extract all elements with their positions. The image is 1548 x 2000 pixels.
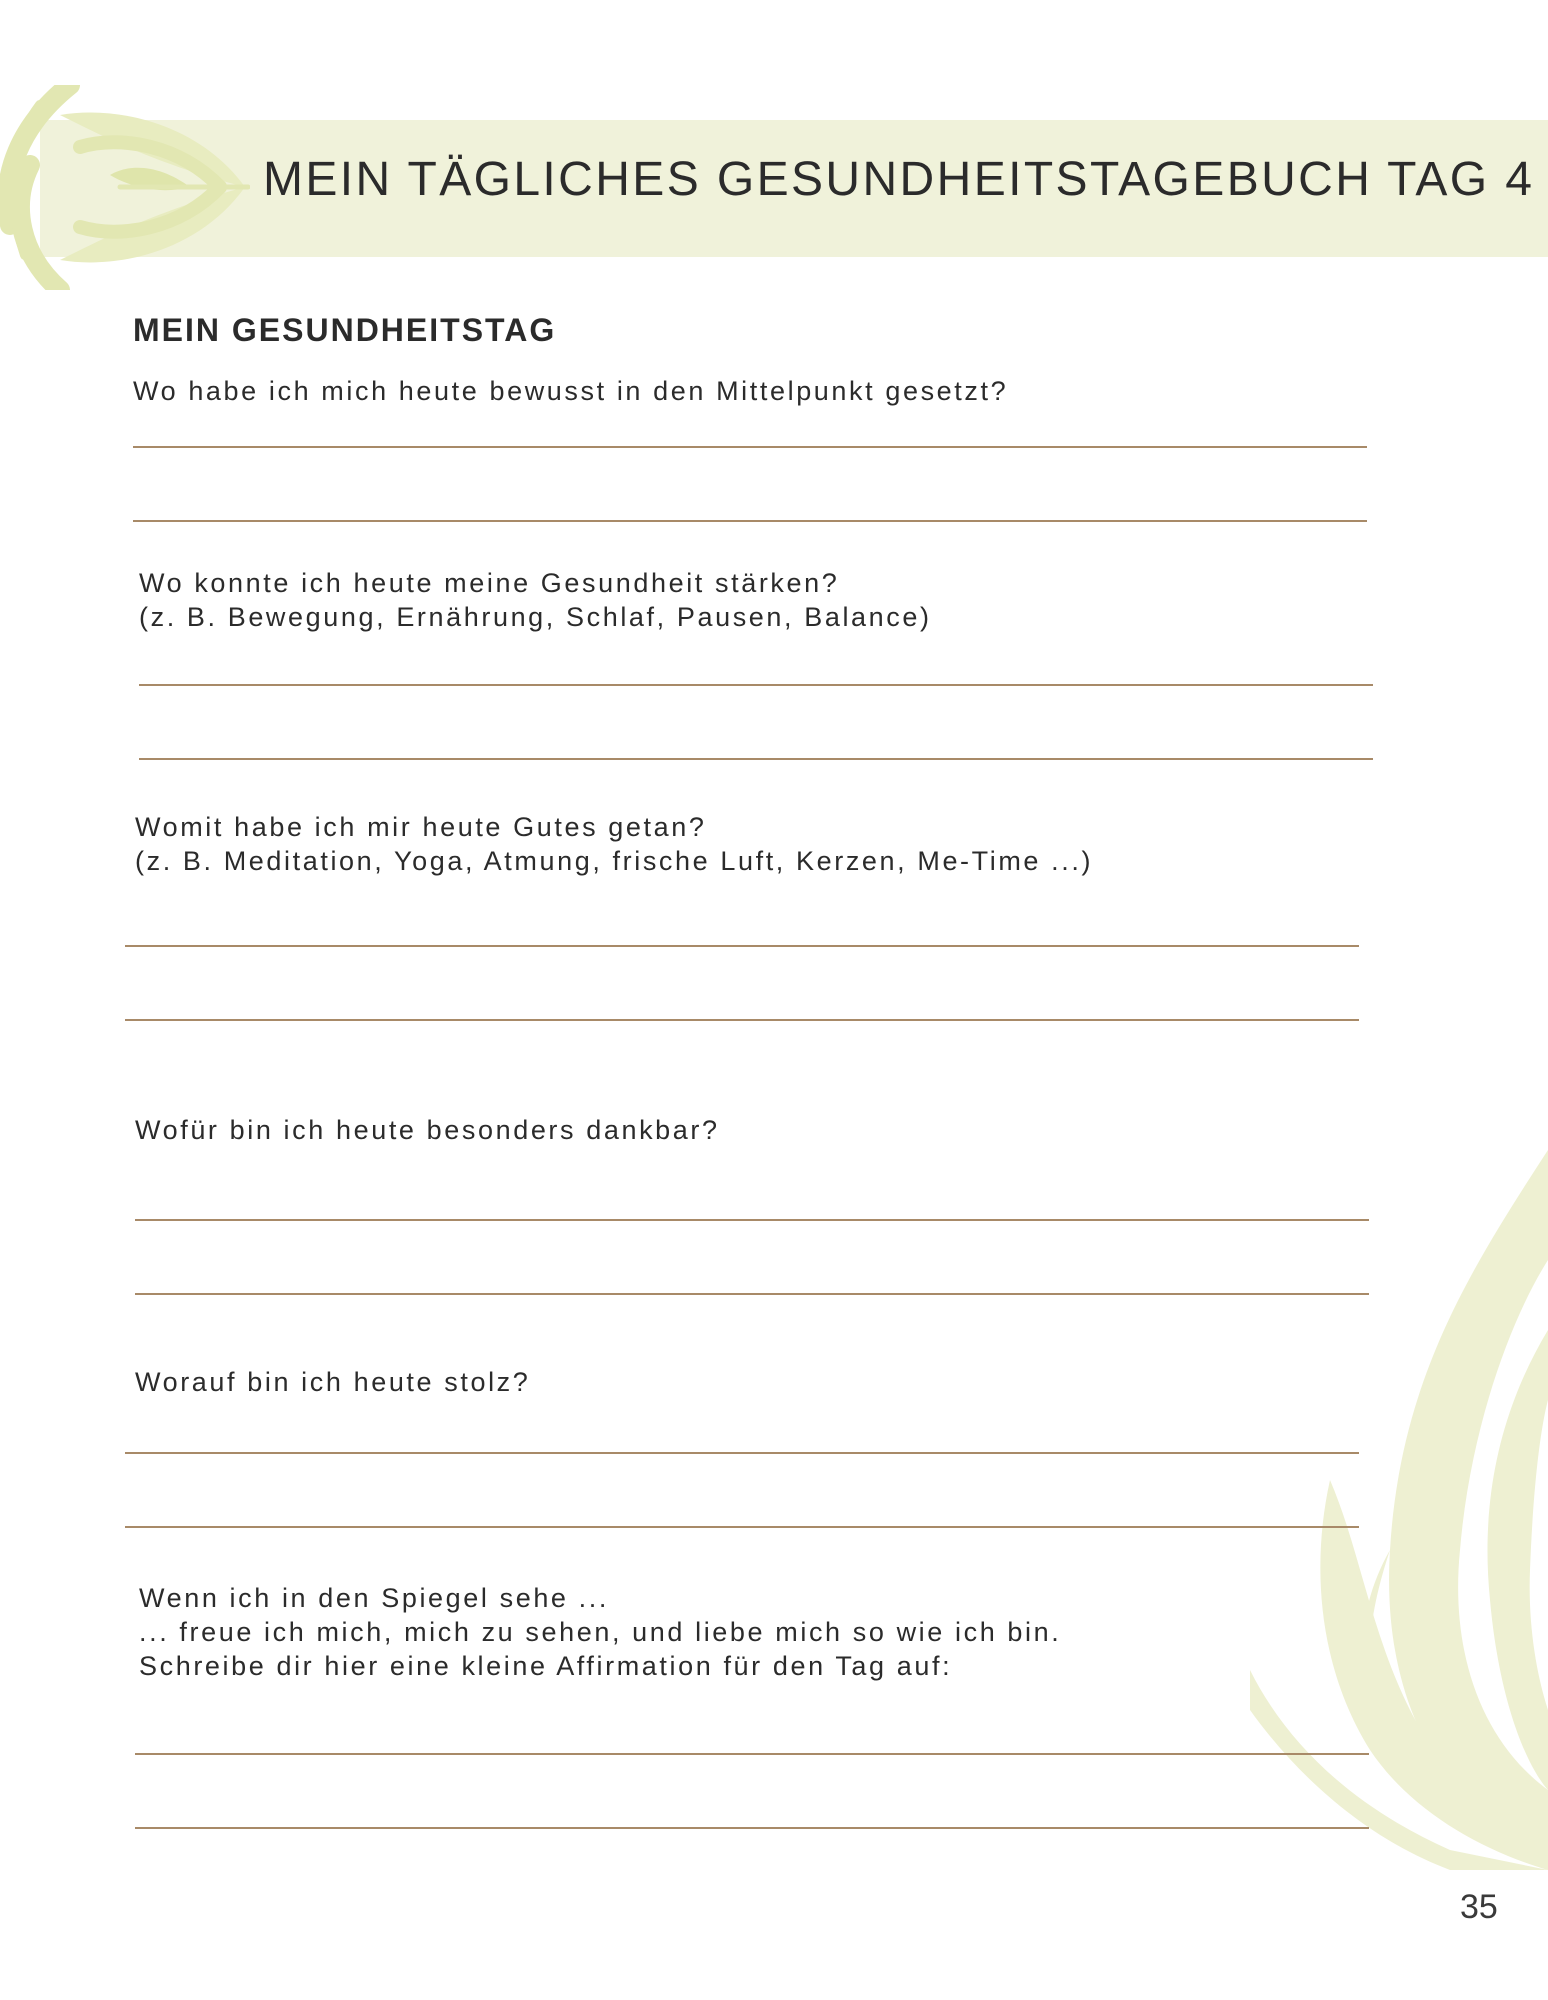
- answer-line[interactable]: [135, 1293, 1369, 1295]
- answer-line[interactable]: [125, 1526, 1359, 1528]
- prompt-hint: (z. B. Bewegung, Ernährung, Schlaf, Pausen, Balance): [139, 602, 932, 632]
- answer-line[interactable]: [125, 945, 1359, 947]
- answer-line[interactable]: [135, 1827, 1369, 1829]
- prompt-hint: (z. B. Meditation, Yoga, Atmung, frische Luft, Kerzen, Me-Time ...): [135, 846, 1094, 876]
- journal-prompt: [139, 566, 932, 634]
- leaf-ornament-icon: [1250, 1150, 1548, 1870]
- journal-prompt: [135, 1113, 720, 1147]
- section-title: MEIN GESUNDHEITSTAG: [133, 312, 557, 348]
- prompt-line: Wofür bin ich heute besonders dankbar?: [135, 1115, 720, 1145]
- answer-line[interactable]: [125, 1452, 1359, 1454]
- answer-line[interactable]: [125, 1019, 1359, 1021]
- prompt-line: Wenn ich in den Spiegel sehe ...: [139, 1583, 609, 1613]
- page-title: MEIN TÄGLICHES GESUNDHEITSTAGEBUCH TAG 4: [263, 153, 1535, 206]
- page-number: 35: [1460, 1888, 1498, 1926]
- journal-prompt: [139, 1581, 1061, 1683]
- prompt-line: Wo konnte ich heute meine Gesundheit stärken?: [139, 568, 840, 598]
- answer-line[interactable]: [133, 520, 1367, 522]
- prompt-line: Womit habe ich mir heute Gutes getan?: [135, 812, 707, 842]
- answer-line[interactable]: [139, 684, 1373, 686]
- journal-prompt: [135, 1365, 530, 1399]
- journal-prompt: [135, 810, 1093, 878]
- leaf-ornament-icon: [0, 85, 250, 290]
- answer-line[interactable]: [133, 446, 1367, 448]
- prompt-line: Wo habe ich mich heute bewusst in den Mittelpunkt gesetzt?: [133, 376, 1009, 406]
- prompt-line: Schreibe dir hier eine kleine Affirmation für den Tag auf:: [139, 1651, 953, 1681]
- answer-line[interactable]: [139, 758, 1373, 760]
- journal-prompt: [133, 374, 1008, 408]
- answer-line[interactable]: [135, 1219, 1369, 1221]
- prompt-line: ... freue ich mich, mich zu sehen, und liebe mich so wie ich bin.: [139, 1617, 1062, 1647]
- prompt-line: Worauf bin ich heute stolz?: [135, 1367, 531, 1397]
- answer-line[interactable]: [135, 1753, 1369, 1755]
